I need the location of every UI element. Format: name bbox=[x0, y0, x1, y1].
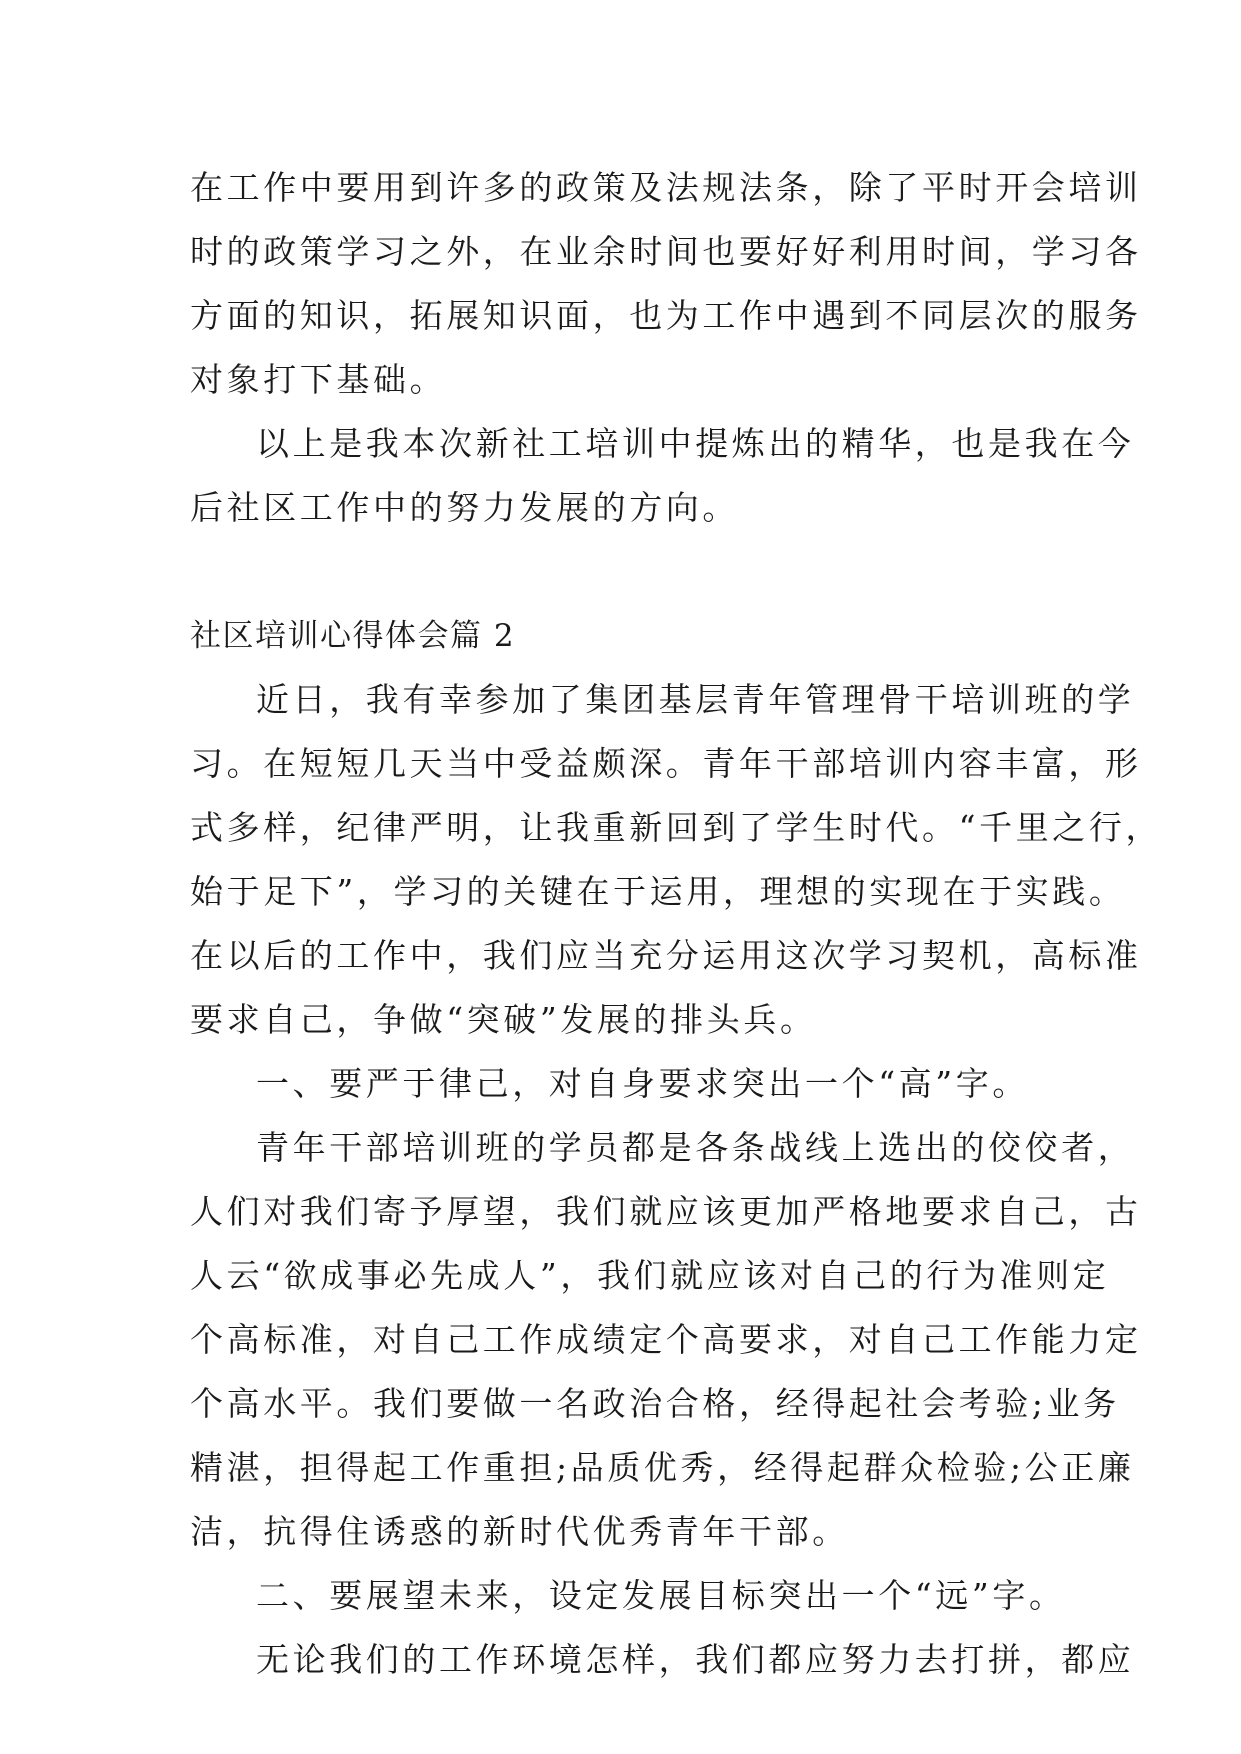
text-line: 近日，我有幸参加了集团基层青年管理骨干培训班的学 bbox=[256, 680, 1135, 719]
document-page bbox=[190, 156, 1163, 1692]
text-line: 始于足下”，学习的关键在于运用，理想的实现在于实践。 bbox=[190, 872, 1126, 911]
point-heading-1: 一、要严于律己，对自身要求突出一个“高”字。 bbox=[256, 1064, 1029, 1103]
text-line: 无论我们的工作环境怎样，我们都应努力去打拼，都应 bbox=[256, 1640, 1135, 1679]
text-line: 精湛，担得起工作重担;品质优秀，经得起群众检验;公正廉 bbox=[190, 1448, 1135, 1487]
paragraph-intro bbox=[190, 668, 1163, 1052]
blank-line bbox=[190, 540, 1050, 604]
paragraph-summary bbox=[190, 412, 1135, 540]
text-line: 个高标准，对自己工作成绩定个高要求，对自己工作能力定 bbox=[190, 1320, 1142, 1359]
text-line: 时的政策学习之外，在业余时间也要好好利用时间，学习各 bbox=[190, 232, 1142, 271]
section-title: 社区培训心得体会篇 2 bbox=[190, 618, 516, 654]
text-line: 人云“欲成事必先成人”，我们就应该对自己的行为准则定 bbox=[190, 1256, 1110, 1295]
text-line: 人们对我们寄予厚望，我们就应该更加严格地要求自己，古 bbox=[190, 1192, 1142, 1231]
text-line: 要求自己，争做“突破”发展的排头兵。 bbox=[190, 1000, 817, 1039]
text-line: 个高水平。我们要做一名政治合格，经得起社会考验;业务 bbox=[190, 1384, 1120, 1423]
text-line: 青年干部培训班的学员都是各条战线上选出的佼佼者， bbox=[256, 1128, 1135, 1167]
text-line: 对象打下基础。 bbox=[190, 360, 447, 399]
text-line: 方面的知识，拓展知识面，也为工作中遇到不同层次的服务 bbox=[190, 296, 1142, 335]
point-heading-2: 二、要展望未来，设定发展目标突出一个“远”字。 bbox=[256, 1576, 1066, 1615]
text-line: 在工作中要用到许多的政策及法规法条，除了平时开会培训 bbox=[190, 168, 1142, 207]
text-line: 习。在短短几天当中受益颇深。青年干部培训内容丰富，形 bbox=[190, 744, 1142, 783]
text-line: 洁，抗得住诱惑的新时代优秀青年干部。 bbox=[190, 1512, 849, 1551]
text-line: 后社区工作中的努力发展的方向。 bbox=[190, 488, 739, 527]
paragraph-future bbox=[190, 1628, 1135, 1692]
paragraph-policy-study bbox=[190, 156, 1142, 412]
text-line: 式多样，纪律严明，让我重新回到了学生时代。“千里之行， bbox=[190, 808, 1163, 847]
text-line: 在以后的工作中，我们应当充分运用这次学习契机，高标准 bbox=[190, 936, 1142, 975]
paragraph-self-discipline bbox=[190, 1116, 1142, 1564]
text-line: 以上是我本次新社工培训中提炼出的精华，也是我在今 bbox=[256, 424, 1135, 463]
